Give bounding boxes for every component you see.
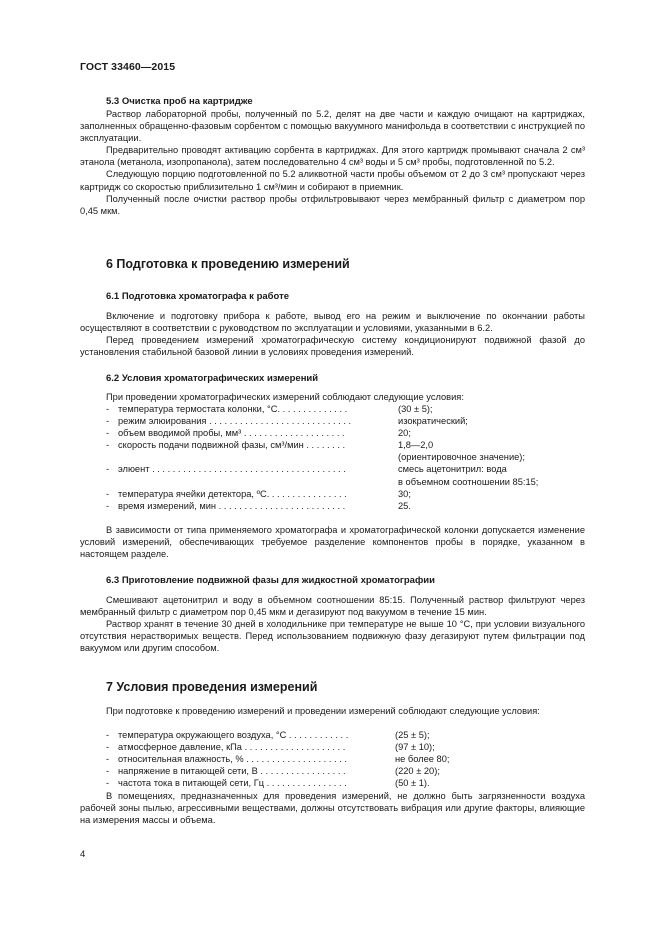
page-number: 4	[80, 849, 86, 860]
list-item: - скорость подачи подвижной фазы, см³/мин . . . . . . . . 1,8—2,0	[106, 440, 434, 451]
section-6-2-intro	[80, 391, 585, 403]
list-item: - температура ячейки детектора, ºС. . . . . . . . . . . . . . . . 30;	[106, 488, 411, 499]
list-item: - атмосферное давление, кПа . . . . . . . . . . . . . . . . . . . . (97 ± 10);	[106, 742, 435, 753]
paragraph: Перед проведением измерений хроматографическую систему кондиционируют подвижной фазой до установления стабильной базовой линии в условиях проведения измерений.	[80, 335, 585, 358]
list-item: - напряжение в питающей сети, В . . . . . . . . . . . . . . . . . (220 ± 20);	[106, 766, 440, 777]
paragraph: При проведении хроматографических измерений соблюдают следующие условия:	[106, 392, 464, 402]
document-code: ГОСТ 33460—2015	[80, 61, 176, 73]
section-5-3-body	[80, 108, 585, 217]
paragraph: Смешивают ацетонитрил и воду в объемном соотношении 85:15. Полученный раствор фильтруют через мембранный фильтр с диаметром пор 0,45 мкм и дегазируют под вакуумом в течение 15 мин.	[80, 595, 585, 618]
section-6-3-body	[80, 594, 585, 654]
section-6-title: 6 Подготовка к проведению измерений	[106, 257, 350, 271]
list-item: - частота тока в питающей сети, Гц . . . . . . . . . . . . . . . . (50 ± 1).	[106, 778, 430, 789]
paragraph: Раствор лабораторной пробы, полученный по 5.2, делят на две части и каждую очищают на картриджах, заполненных обращенно-фазовым сорбентом с помощью вакуумного манифольда в соответствии с инструкцией по эксплуатации.	[80, 109, 585, 144]
list-item: - относительная влажность, % . . . . . . . . . . . . . . . . . . . . не более 80;	[106, 754, 450, 765]
section-7-title: 7 Условия проведения измерений	[106, 680, 318, 694]
section-5-3-heading: 5.3 Очистка проб на картридже	[106, 96, 253, 107]
list-item: - объем вводимой пробы, мм³ . . . . . . . . . . . . . . . . . . . . 20;	[106, 428, 411, 439]
section-6-1-heading: 6.1 Подготовка хроматографа к работе	[106, 291, 290, 302]
paragraph: Включение и подготовку прибора к работе, вывод его на режим и выключение по окончании работы осуществляют в соответствии с руководством по эксплуатации и условиями, указанными в 6.2.	[80, 311, 585, 334]
paragraph: Полученный после очистки раствор пробы отфильтровывают через мембранный фильтр с диаметром пор 0,45 мкм.	[80, 193, 585, 216]
list-item-continuation: (ориентировочное значение);	[398, 452, 525, 463]
measurement-conditions-list	[106, 729, 449, 789]
chromatography-conditions-list	[106, 403, 538, 512]
paragraph: Раствор хранят в течение 30 дней в холодильнике при температуре не выше 10 °С, при условии визуального отсутствия нерастворимых веществ. Перед использованием подвижную фазу дегазируют путем фильтрации под вакуумом или другим способом.	[80, 619, 585, 654]
paragraph: В зависимости от типа применяемого хроматографа и хроматографической колонки допускается изменение условий измерений, обеспечивающих требуемое разделение компонентов пробы в порядке, указанном в настоящем разделе.	[80, 525, 585, 560]
list-item: - время измерений, мин . . . . . . . . . . . . . . . . . . . . . . . . . 25.	[106, 500, 411, 511]
section-7-intro	[80, 705, 585, 717]
section-6-2-after	[80, 524, 585, 560]
list-item-continuation: в объемном соотношении 85:15;	[398, 476, 539, 487]
list-item: - элюент . . . . . . . . . . . . . . . . . . . . . . . . . . . . . . . . . . . . . . смесь ацетонитрил: вода	[106, 464, 507, 475]
paragraph: Предварительно проводят активацию сорбента в картриджах. Для этого картридж промывают сначала 2 см³ этанола (метанола, изопропанола), затем последовательно 4 см³ воды и 5 см³ пробы, подготовленной по 5.2.	[80, 145, 585, 168]
paragraph: В помещениях, предназначенных для проведения измерений, не должно быть загрязненности воздуха рабочей зоны пылью, агрессивными веществами, должны отсутствовать вибрация или другие факторы, влияющие на измерения массы и объема.	[80, 791, 585, 826]
list-item: - температура термостата колонки, °С. . . . . . . . . . . . . . (30 ± 5);	[106, 404, 433, 414]
paragraph: При подготовке к проведению измерений и проведении измерений соблюдают следующие условия:	[106, 706, 540, 716]
section-6-2-heading: 6.2 Условия хроматографических измерений	[106, 373, 319, 384]
section-7-after	[80, 790, 585, 826]
list-item: - режим элюирования . . . . . . . . . . . . . . . . . . . . . . . . . . . . изократический;	[106, 416, 468, 427]
section-6-1-body	[80, 310, 585, 358]
section-6-3-heading: 6.3 Приготовление подвижной фазы для жидкостной хроматографии	[106, 575, 435, 586]
paragraph: Следующую порцию подготовленной по 5.2 аликвотной части пробы объемом от 2 до 3 см³ пропускают через картридж со скоростью приблизительно 1 см³/мин и собирают в приемник.	[80, 169, 585, 192]
list-item: - температура окружающего воздуха, °С . . . . . . . . . . . . (25 ± 5);	[106, 730, 430, 740]
